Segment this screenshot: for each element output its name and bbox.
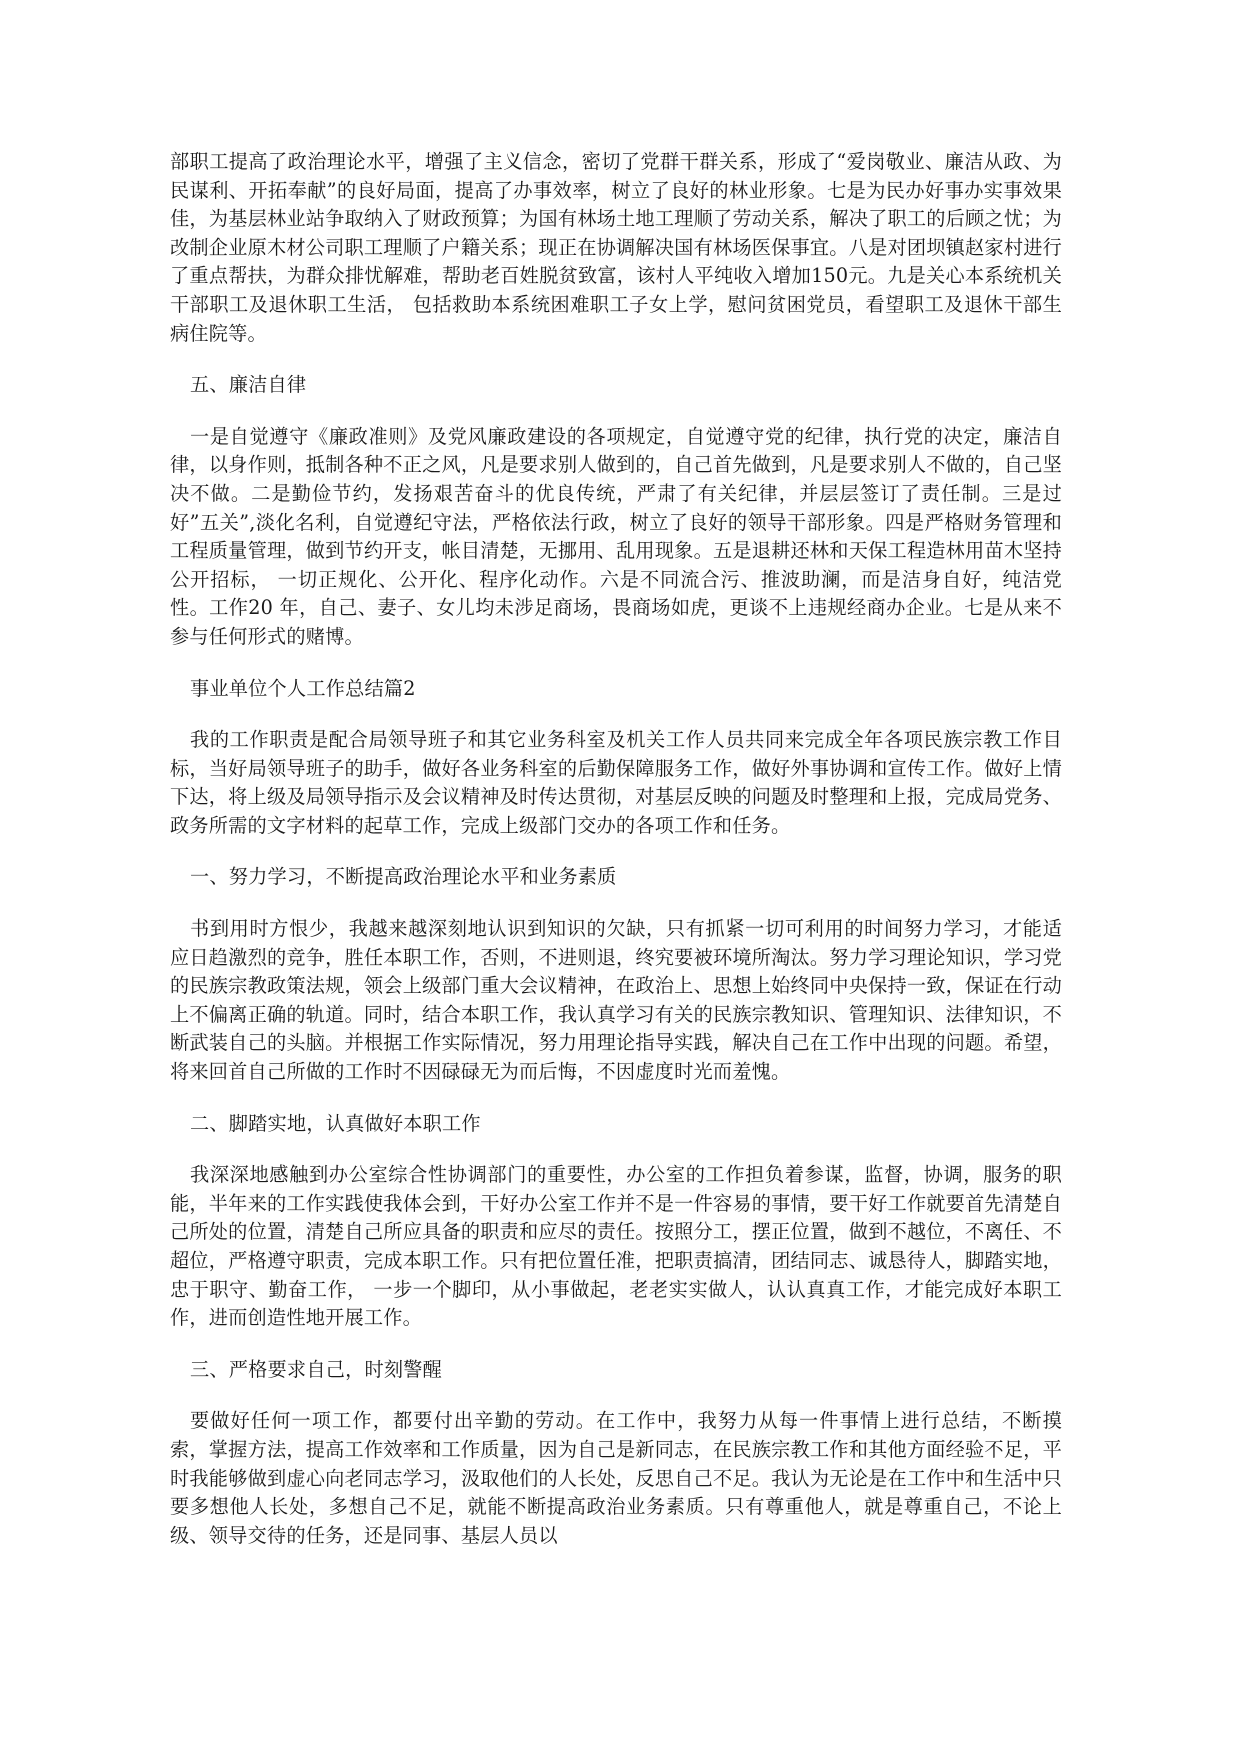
paragraph-integrity: 一是自觉遵守《廉政准则》及党风廉政建设的各项规定，自觉遵守党的纪律，执行党的决定，廉洁自律，以身作则，抵制各种不正之风，凡是要求别人做到的，自己首先做到，凡是要求别人不做的，自己坚决不做。二是勤俭节约，发扬艰苦奋斗的优良传统，严肃了有关纪律，并层层签订了责任制。三是过好”五关”,淡化名利，自觉遵纪守法，严格依法行政，树立了良好的领导干部形象。四是严格财务管理和工程质量管理，做到节约开支，帐目清楚，无挪用、乱用现象。五是退耕还林和天保工程造林用苗木坚持公开招标， 一切正规化、公开化、程序化动作。六是不同流合污、推波助澜，而是洁身自好，纯洁党性。工作20 年，自己、妻子、女儿均未涉足商场，畏商场如虎，更谈不上违规经商办企业。七是从来不参与任何形式的赌博。 [170,424,1062,648]
paragraph-duties: 我的工作职责是配合局领导班子和其它业务科室及机关工作人员共同来完成全年各项民族宗教工作目标，当好局领导班子的助手，做好各业务科室的后勤保障服务工作，做好外事协调和宣传工作。做好上情下达，将上级及局领导指示及会议精神及时传达贯彻，对基层反映的问题及时整理和上报，完成局党务、政务所需的文字材料的起草工作，完成上级部门交办的各项工作和任务。 [170,728,1062,837]
article-title-2: 事业单位个人工作总结篇2 [190,676,416,700]
paragraph-continued: 部职工提高了政治理论水平，增强了主义信念，密切了党群干群关系，形成了“爱岗敬业、廉洁从政、为民谋利、开拓奉献”的良好局面，提高了办事效率，树立了良好的林业形象。七是为民办好事办实事效果佳，为基层林业站争取纳入了财政预算；为国有林场土地工理顺了劳动关系，解决了职工的后顾之忧；为改制企业原木材公司职工理顺了户籍关系；现正在协调解决国有林场医保事宜。八是对团坝镇赵家村进行了重点帮扶，为群众排忧解难，帮助老百姓脱贫致富，该村人平纯收入增加150元。九是关心本系统机关干部职工及退休职工生活， 包括救助本系统困难职工子女上学，慰问贫困党员，看望职工及退休干部生病住院等。 [170,150,1062,345]
section-heading-5: 五、廉洁自律 [190,373,307,397]
document-body [170,148,1062,1550]
paragraph-office-work: 我深深地感触到办公室综合性协调部门的重要性，办公室的工作担负着参谋，监督，协调，服务的职能，半年来的工作实践使我体会到，干好办公室工作并不是一件容易的事情，要干好工作就要首先清楚自己所处的位置，清楚自己所应具备的职责和应尽的责任。按照分工，摆正位置，做到不越位，不离任、不超位，严格遵守职责，完成本职工作。只有把位置任准，把职责搞清，团结同志、诚恳待人，脚踏实地，忠于职守、勤奋工作， 一步一个脚印，从小事做起，老老实实做人，认认真真工作，才能完成好本职工作，进而创造性地开展工作。 [170,1163,1062,1330]
section-heading-3: 三、严格要求自己，时刻警醒 [190,1357,443,1381]
section-heading-1: 一、努力学习，不断提高政治理论水平和业务素质 [190,865,617,889]
paragraph-self-discipline: 要做好任何一项工作，都要付出辛勤的劳动。在工作中，我努力从每一件事情上进行总结，不断摸索，掌握方法，提高工作效率和工作质量，因为自己是新同志，在民族宗教工作和其他方面经验不足，平时我能够做到虚心向老同志学习，汲取他们的人长处，反思自己不足。我认为无论是在工作中和生活中只要多想他人长处，多想自己不足，就能不断提高政治业务素质。只有尊重他人，就是尊重自己，不论上级、领导交待的任务，还是同事、基层人员以 [170,1409,1062,1547]
section-heading-2: 二、脚踏实地，认真做好本职工作 [190,1111,481,1135]
paragraph-study: 书到用时方恨少，我越来越深刻地认识到知识的欠缺，只有抓紧一切可利用的时间努力学习，才能适应日趋激烈的竞争，胜任本职工作，否则，不进则退，终究要被环境所淘汰。努力学习理论知识，学习党的民族宗教政策法规，领会上级部门重大会议精神，在政治上、思想上始终同中央保持一致，保证在行动上不偏离正确的轨道。同时，结合本职工作，我认真学习有关的民族宗教知识、管理知识、法律知识，不断武装自己的头脑。并根据工作实际情况，努力用理论指导实践，解决自己在工作中出现的问题。希望，将来回首自己所做的工作时不因碌碌无为而后悔，不因虚度时光而羞愧。 [170,917,1062,1084]
